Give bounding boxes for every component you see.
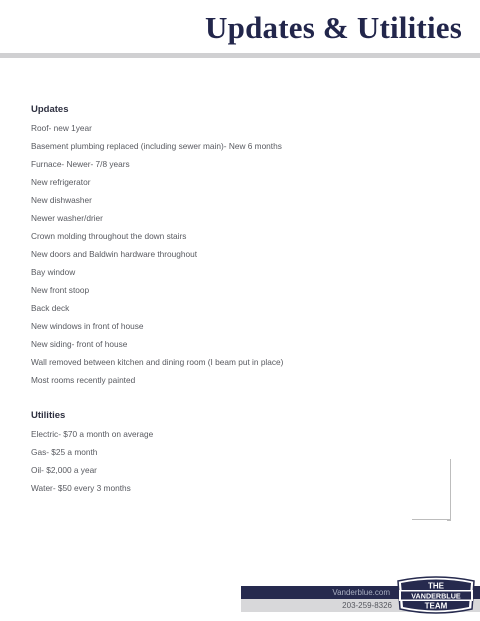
list-item: Furnace- Newer- 7/8 years — [31, 159, 130, 169]
title-divider — [0, 53, 480, 58]
list-item: Oil- $2,000 a year — [31, 465, 97, 475]
list-item: New dishwasher — [31, 195, 92, 205]
list-item: New windows in front of house — [31, 321, 144, 331]
utilities-heading: Utilities — [31, 410, 66, 421]
page-title: Updates & Utilities — [205, 10, 462, 45]
corner-bracket — [447, 459, 451, 521]
vanderblue-team-logo — [396, 575, 476, 615]
list-item: Crown molding throughout the down stairs — [31, 231, 187, 241]
logo-text-the: THE — [428, 581, 444, 591]
list-item: Newer washer/drier — [31, 213, 103, 223]
footer-website[interactable]: Vanderblue.com — [332, 588, 390, 597]
list-item: Bay window — [31, 267, 76, 277]
list-item: Wall removed between kitchen and dining room (I beam put in place) — [31, 357, 284, 367]
list-item: Basement plumbing replaced (including sewer main)- New 6 months — [31, 141, 282, 151]
list-item: New doors and Baldwin hardware throughout — [31, 249, 198, 259]
updates-heading: Updates — [31, 104, 69, 115]
list-item: New front stoop — [31, 285, 90, 295]
list-item: New siding- front of house — [31, 339, 128, 349]
list-item: New refrigerator — [31, 177, 91, 187]
section-spacer — [31, 391, 451, 409]
utilities-list — [31, 427, 451, 499]
corner-bracket-line — [412, 519, 450, 520]
logo-text-vanderblue: VANDERBLUE — [411, 591, 461, 601]
document-body — [31, 103, 451, 499]
updates-list — [31, 121, 451, 391]
logo-text-team: TEAM — [424, 601, 448, 611]
list-item: Gas- $25 a month — [31, 447, 98, 457]
list-item: Roof- new 1year — [31, 123, 92, 133]
footer-phone: 203-259-8326 — [342, 601, 392, 610]
list-item: Water- $50 every 3 months — [31, 483, 131, 493]
list-item: Electric- $70 a month on average — [31, 429, 154, 439]
list-item: Most rooms recently painted — [31, 375, 136, 385]
list-item: Back deck — [31, 303, 70, 313]
